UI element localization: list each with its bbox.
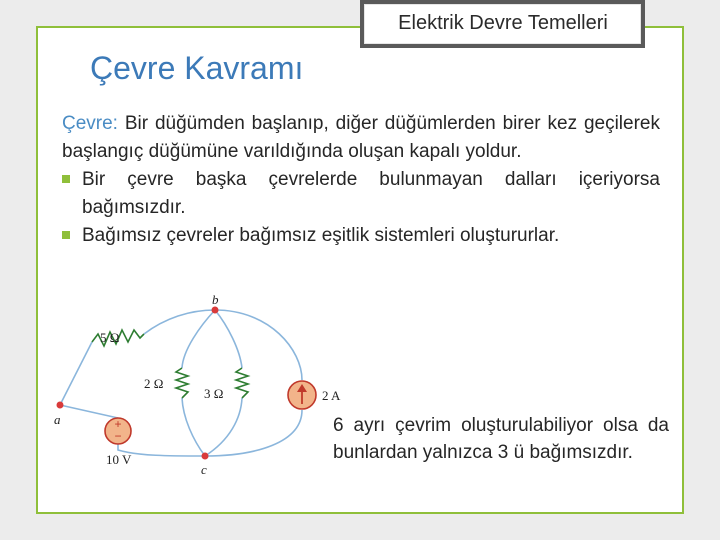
slide-title: Çevre Kavramı <box>90 50 304 86</box>
node-a-dot <box>57 402 64 409</box>
node-b-dot <box>212 307 219 314</box>
bullet-item <box>62 222 660 250</box>
r1-label: 5 Ω <box>100 330 120 345</box>
resistor-3-ohm <box>236 368 248 398</box>
wire-b-isrc <box>215 310 302 380</box>
wire-b-r3 <box>215 310 242 368</box>
wire-a-r1 <box>60 342 92 405</box>
bullet-item <box>62 166 660 222</box>
plus-sign: + <box>114 417 122 431</box>
slide-body <box>62 110 660 250</box>
resistor-2-ohm <box>176 368 188 398</box>
square-bullet-icon <box>62 175 70 183</box>
r2-label: 2 Ω <box>144 376 164 391</box>
note-text: 6 ayrı çevrim oluşturulabiliyor olsa da bunlardan yalnızca 3 ü bağımsızdır. <box>333 415 669 463</box>
square-bullet-icon <box>62 231 70 239</box>
voltage-source <box>105 417 131 444</box>
definition-text: Bir düğümden başlanıp, diğer düğümlerden birer kez geçilerek başlangıç düğümüne varıldığında oluşan kapalı yoldur. <box>62 113 660 162</box>
circuit-nodes <box>57 307 219 460</box>
node-c-label: c <box>201 462 207 477</box>
current-source-label: 2 A <box>322 388 341 403</box>
current-source <box>288 381 316 409</box>
bullet-list <box>62 166 660 250</box>
wire-b-r2 <box>182 310 215 368</box>
definition-label: Çevre: <box>62 113 118 134</box>
circuit-wires <box>60 310 302 456</box>
header-title: Elektrik Devre Temelleri <box>398 12 608 34</box>
node-a-label: a <box>54 412 61 427</box>
minus-sign: − <box>114 429 122 443</box>
r3-label: 3 Ω <box>204 386 224 401</box>
node-b-label: b <box>212 292 219 307</box>
wire-r3-c <box>205 398 242 456</box>
wire-isrc-c <box>205 410 302 456</box>
wire-a-vsrc <box>60 405 118 418</box>
node-c-dot <box>202 453 209 460</box>
definition-paragraph <box>62 110 660 166</box>
bullet-text: Bir çevre başka çevrelerde bulunmayan dalları içeriyorsa bağımsızdır. <box>82 169 660 218</box>
voltage-source-label: 10 V <box>106 452 132 467</box>
bullet-text: Bağımsız çevreler bağımsız eşitlik sistemleri oluştururlar. <box>82 225 560 246</box>
circuit-diagram <box>40 288 370 478</box>
wire-r2-c <box>182 398 205 456</box>
